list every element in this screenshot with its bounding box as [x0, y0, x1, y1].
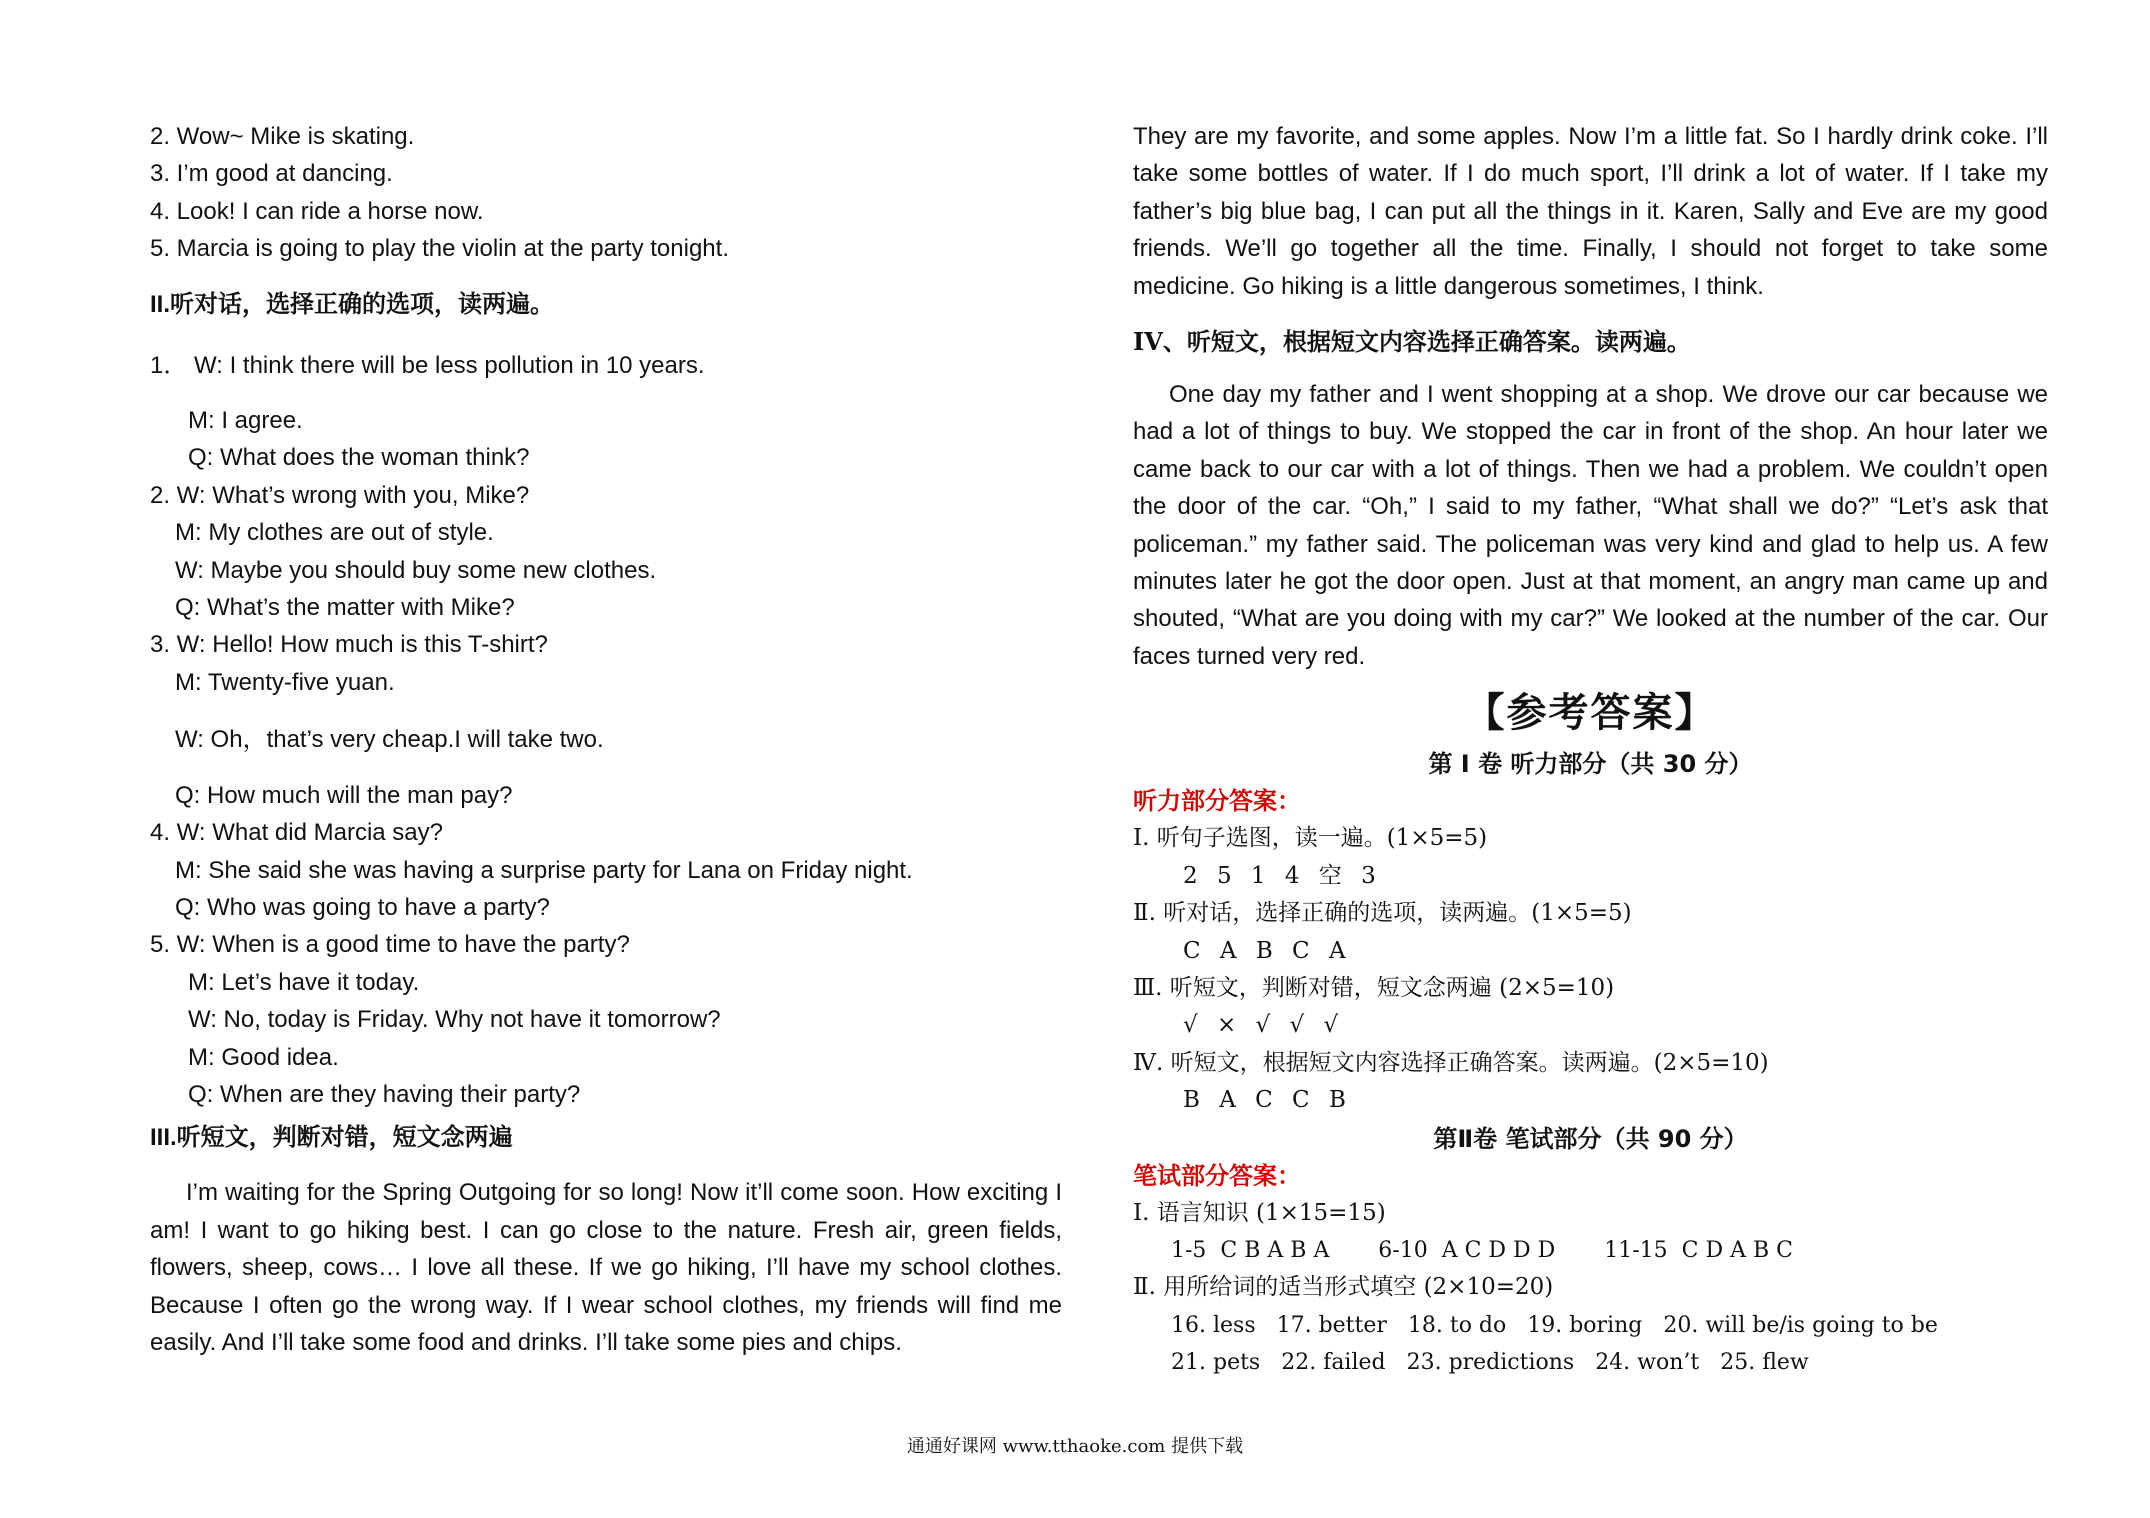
written-answers-heading: 笔试部分答案：	[1133, 1161, 1301, 1190]
dialogue-5-woman: 5. W: When is a good time to have the party?	[150, 931, 630, 959]
dialogue-3-woman: 3. W: Hello! How much is this T-shirt?	[150, 631, 548, 659]
section3-passage	[150, 1174, 1062, 1361]
section4-passage	[1133, 376, 2048, 675]
part1-sentences	[150, 118, 1062, 268]
section3-passage-continued-text: They are my favorite, and some apples. Now I’m a little fat. So I hardly drink coke. I’ll take some bottles of water. If I do much sport, I’ll drink a lot of water. If I take my father’s big blue bag, I can put all the things in it. Karen, Sally and Eve are my good friends. We’ll go together all the time. Finally, I should not forget to take some medicine. Go hiking is a little dangerous sometimes, I think.	[1133, 123, 2048, 300]
page-footer: 通通好课网 www.tthaoke.com 提供下载	[906, 1436, 1244, 1457]
sentence-4: 4. Look! I can ride a horse now.	[150, 197, 484, 225]
dialogue-3-woman-2: W: Oh，that’s very cheap.I will take two.	[175, 726, 604, 754]
sentence-2: 2. Wow~ Mike is skating.	[150, 123, 415, 150]
section3-heading: III.听短文，判断对错，短文念两遍	[150, 1124, 513, 1152]
section3-passage-text: I’m waiting for the Spring Outgoing for so long! Now it’ll come soon. How exciting I am! I want to go hiking best. I can go close to the nature. Fresh air, green fields, flowers, sheep, cows… I love all these. If we go hiking, I’ll have my school clothes. Because I often go the wrong way. If I wear school clothes, my friends will find me easily. And I’ll take some food and drinks. I’ll take some pies and chips.	[150, 1179, 1062, 1356]
dialogue-5-question: Q: When are they having their party?	[188, 1080, 581, 1108]
dialogue-3-man: M: Twenty-five yuan.	[175, 668, 395, 696]
listening-q4-title: Ⅳ. 听短文，根据短文内容选择正确答案。读两遍。(2×5=10)	[1133, 1049, 1769, 1076]
listening-q1-title: I. 听句子选图，读一遍。(1×5=5)	[1133, 825, 1488, 852]
dialogue-4-woman: 4. W: What did Marcia say?	[150, 819, 443, 847]
written-q2-title: Ⅱ. 用所给词的适当形式填空 (2×10=20)	[1133, 1274, 1554, 1301]
sentence-3: 3. I’m good at dancing.	[150, 160, 393, 188]
dialogue-4-question: Q: Who was going to have a party?	[175, 893, 550, 921]
dialogue-2-woman: 2. W: What’s wrong with you, Mike?	[150, 481, 530, 509]
listening-q2-title: Ⅱ. 听对话，选择正确的选项，读两遍。(1×5=5)	[1133, 900, 1632, 927]
listening-q1-answers: 2 5 1 4 空 3	[1183, 862, 1382, 889]
listening-q3-answers: √ × √ √ √	[1183, 1012, 1345, 1039]
listening-answers-heading: 听力部分答案：	[1133, 787, 1301, 816]
dialogue-1-woman: 1． W: I think there will be less pollution in 10 years.	[150, 351, 705, 379]
right-column	[1133, 118, 2048, 1382]
section2-heading: II.听对话，选择正确的选项，读两遍。	[150, 290, 555, 318]
dialogue-2-question: Q: What’s the matter with Mike?	[175, 594, 515, 622]
written-q1-answers: 1-5 C B A B A 6-10 A C D D D 11-15 C D A B C	[1171, 1237, 1793, 1263]
dialogue-3-question: Q: How much will the man pay?	[175, 781, 513, 809]
dialogue-2-woman-2: W: Maybe you should buy some new clothes.	[175, 556, 657, 584]
written-q1-title: Ⅰ. 语言知识 (1×15=15)	[1133, 1199, 1386, 1226]
part2-title: 第Ⅱ卷 笔试部分（共 90 分）	[1433, 1124, 1748, 1153]
written-q2-answers-row2: 21. pets 22. failed 23. predictions 24. won’t 25. flew	[1171, 1350, 1809, 1376]
listening-q4-answers: B A C C B	[1183, 1087, 1352, 1114]
listening-q3-title: Ⅲ. 听短文，判断对错，短文念两遍 (2×5=10)	[1133, 974, 1615, 1001]
written-q2-answers-row1: 16. less 17. better 18. to do 19. boring 20. will be/is going to be	[1171, 1312, 1938, 1338]
section3-passage-continued	[1133, 118, 2048, 305]
section4-heading: IV、听短文，根据短文内容选择正确答案。读两遍。	[1133, 327, 1691, 357]
dialogue-4-man: M: She said she was having a surprise party for Lana on Friday night.	[175, 856, 913, 884]
dialogue-1-man: M: I agree.	[188, 407, 303, 435]
dialogue-5-woman-2: W: No, today is Friday. Why not have it tomorrow?	[188, 1006, 721, 1034]
part1-title: 第 I 卷 听力部分（共 30 分）	[1428, 750, 1753, 779]
dialogue-1-question: Q: What does the woman think?	[188, 444, 530, 472]
left-column	[150, 118, 1062, 1361]
dialogue-2-man: M: My clothes are out of style.	[175, 519, 494, 547]
dialogue-5-man-2: M: Good idea.	[188, 1043, 339, 1071]
dialogue-5-man: M: Let’s have it today.	[188, 968, 420, 996]
sentence-5: 5. Marcia is going to play the violin at the party tonight.	[150, 235, 729, 263]
section4-passage-text: One day my father and I went shopping at a shop. We drove our car because we had a lot of things to buy. We stopped the car in front of the shop. An hour later we came back to our car with a lot of things. Then we had a problem. We couldn’t open the door of the car. “Oh,” I said to my father, “What shall we do?” “Let’s ask that policeman.” my father said. The policeman was very kind and glad to help us. A few minutes later he got the door open. Just at that moment, an angry man came up and shouted, “What are you doing with my car?” We looked at the number of the car. Our faces turned very red.	[1133, 381, 2048, 670]
dialogues	[150, 347, 1062, 1114]
answers-title: 【参考答案】	[1464, 690, 1717, 737]
listening-q2-answers: C A B C A	[1183, 937, 1352, 964]
